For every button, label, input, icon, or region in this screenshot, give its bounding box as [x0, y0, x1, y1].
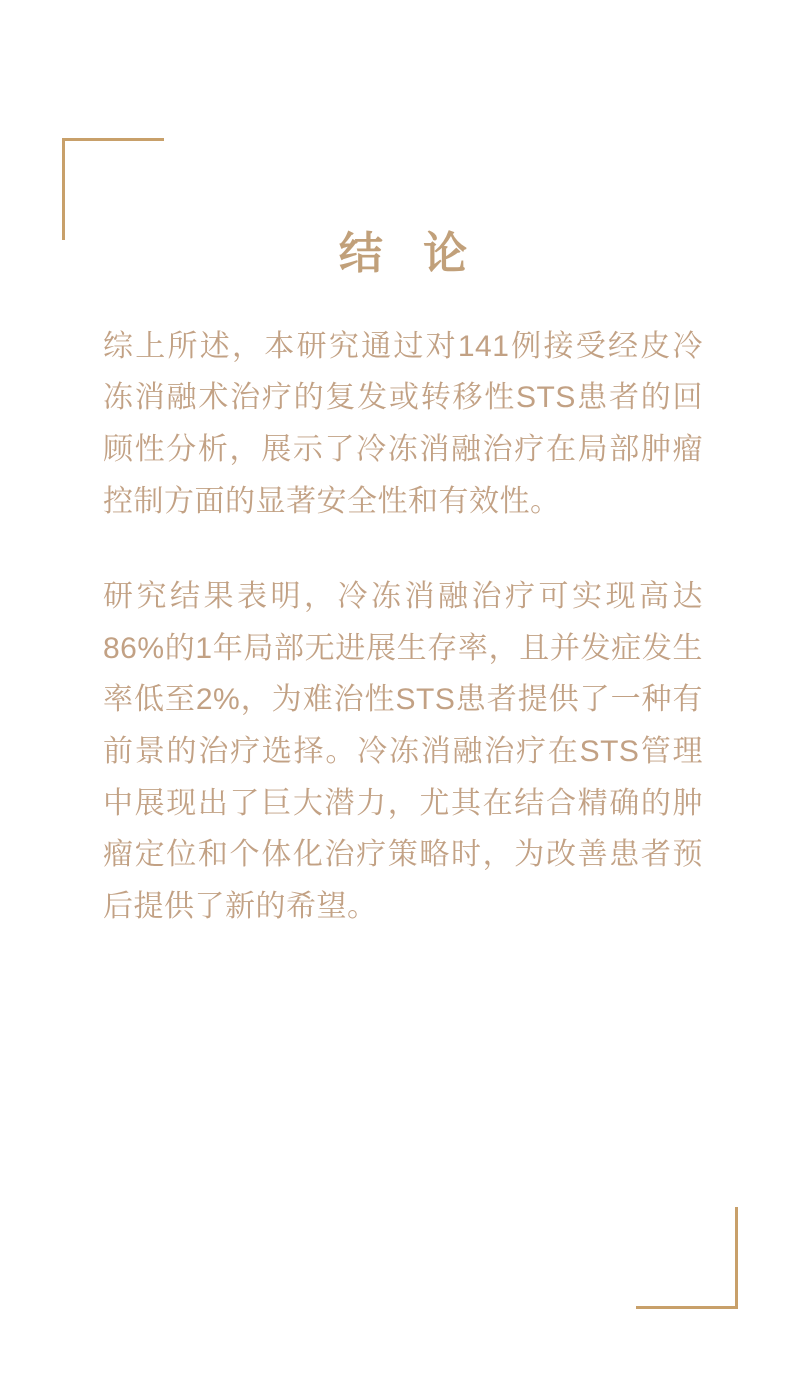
page-title: 结 论 — [338, 229, 482, 278]
paragraph-1: 综上所述，本研究通过对141例接受经皮冷冻消融术治疗的复发或转移性STS患者的回顾性分析，展示了冷冻消融治疗在局部肿瘤控制方面的显著安全性和有效性。 — [103, 329, 703, 518]
decorative-corner-top-left — [62, 138, 164, 240]
paragraph-2: 研究结果表明，冷冻消融治疗可实现高达86%的1年局部无进展生存率，且并发症发生率低至2%，为难治性STS患者提供了一种有前景的治疗选择。冷冻消融治疗在STS管理中展现出了巨大潜力，尤其在结合精确的肿瘤定位和个体化治疗策略时，为改善患者预后提供了新的希望。 — [103, 580, 703, 923]
paragraph-spacer — [103, 527, 703, 571]
content-container — [103, 228, 703, 932]
decorative-corner-bottom-right — [636, 1207, 738, 1309]
